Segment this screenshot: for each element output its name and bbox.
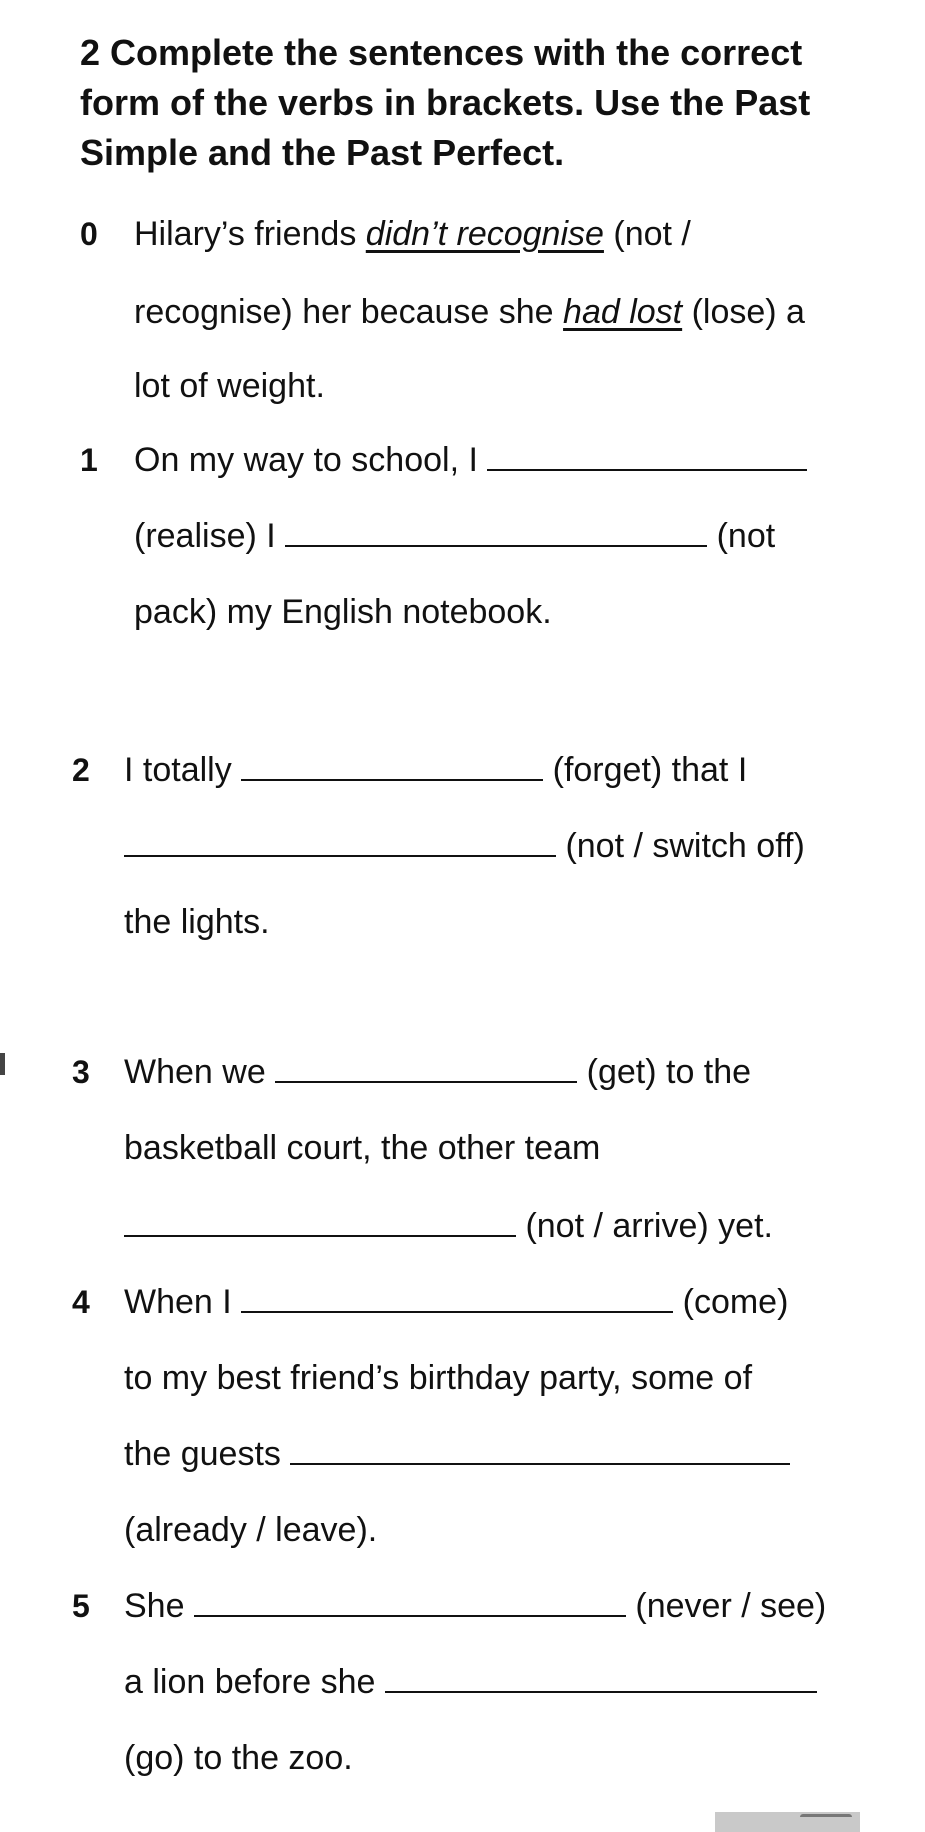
sentence-line <box>134 590 552 634</box>
sentence-line <box>124 1508 377 1552</box>
example-answer: didn’t recognise <box>365 215 604 253</box>
answer-blank[interactable] <box>290 1433 790 1465</box>
answer-blank[interactable] <box>241 749 543 781</box>
sentence-line <box>124 900 270 944</box>
sentence-text: (forget) that I <box>552 751 748 789</box>
sentence-line <box>124 1432 790 1476</box>
item-number: 1 <box>80 442 98 478</box>
sentence-text: When I <box>124 1283 242 1321</box>
sentence-line <box>124 1126 600 1170</box>
sentence-line <box>124 1356 752 1400</box>
sentence-line <box>124 1584 826 1628</box>
answer-blank[interactable] <box>275 1051 577 1083</box>
sentence-line <box>124 1280 788 1324</box>
sentence-text: (realise) I <box>134 517 286 555</box>
sentence-line <box>134 290 805 334</box>
answer-blank[interactable] <box>124 825 556 857</box>
sentence-line <box>134 438 807 482</box>
sentence-line <box>124 748 747 792</box>
sentence-line <box>124 1660 817 1704</box>
sentence-text: the guests <box>124 1435 291 1473</box>
sentence-text: (not / <box>603 215 691 253</box>
sentence-text: Hilary’s friends <box>134 215 366 253</box>
sentence-text: the lights. <box>124 903 270 941</box>
sentence-text: (never / see) <box>635 1587 827 1625</box>
sentence-text: (not / arrive) yet. <box>525 1207 773 1245</box>
sentence-line <box>124 1204 773 1248</box>
page-edge-mark <box>0 1053 5 1075</box>
answer-blank[interactable] <box>285 515 707 547</box>
item-number: 2 <box>72 752 90 788</box>
sentence-line <box>134 514 775 558</box>
sentence-line <box>124 824 805 868</box>
answer-blank[interactable] <box>124 1205 516 1237</box>
sentence-line <box>134 212 691 256</box>
sentence-text: On my way to school, I <box>134 441 488 479</box>
sentence-text: (lose) a <box>682 293 805 331</box>
answer-blank[interactable] <box>241 1281 673 1313</box>
answer-blank[interactable] <box>487 439 807 471</box>
sentence-text: (not / switch off) <box>565 827 805 865</box>
sentence-text: recognise) her because she <box>134 293 564 331</box>
sentence-text: pack) my English notebook. <box>134 593 552 631</box>
item-number: 3 <box>72 1054 90 1090</box>
sentence-text: lot of weight. <box>134 367 325 405</box>
answer-blank[interactable] <box>385 1661 817 1693</box>
sentence-text: (come) <box>682 1283 789 1321</box>
sentence-text: I totally <box>124 751 242 789</box>
sentence-line <box>124 1050 751 1094</box>
sentence-text: (already / leave). <box>124 1511 378 1549</box>
sentence-line <box>124 1736 353 1780</box>
example-answer: had lost <box>563 293 683 331</box>
sentence-text: to my best friend’s birthday party, some of <box>124 1359 753 1397</box>
sentence-text: When we <box>124 1053 276 1091</box>
page-corner-mark <box>800 1814 852 1825</box>
exercise-heading: 2 Complete the sentences with the correct form of the verbs in brackets. Use the Past Simple and the Past Perfect. <box>80 32 811 173</box>
sentence-text: (not <box>716 517 776 555</box>
sentence-text: a lion before she <box>124 1663 385 1701</box>
sentence-text: She <box>124 1587 194 1625</box>
item-number: 0 <box>80 216 98 252</box>
sentence-line <box>134 364 325 408</box>
sentence-text: basketball court, the other team <box>124 1129 601 1167</box>
sentence-text: (get) to the <box>586 1053 752 1091</box>
answer-blank[interactable] <box>194 1585 626 1617</box>
item-number: 4 <box>72 1284 90 1320</box>
sentence-text: (go) to the zoo. <box>124 1739 353 1777</box>
item-number: 5 <box>72 1588 90 1624</box>
